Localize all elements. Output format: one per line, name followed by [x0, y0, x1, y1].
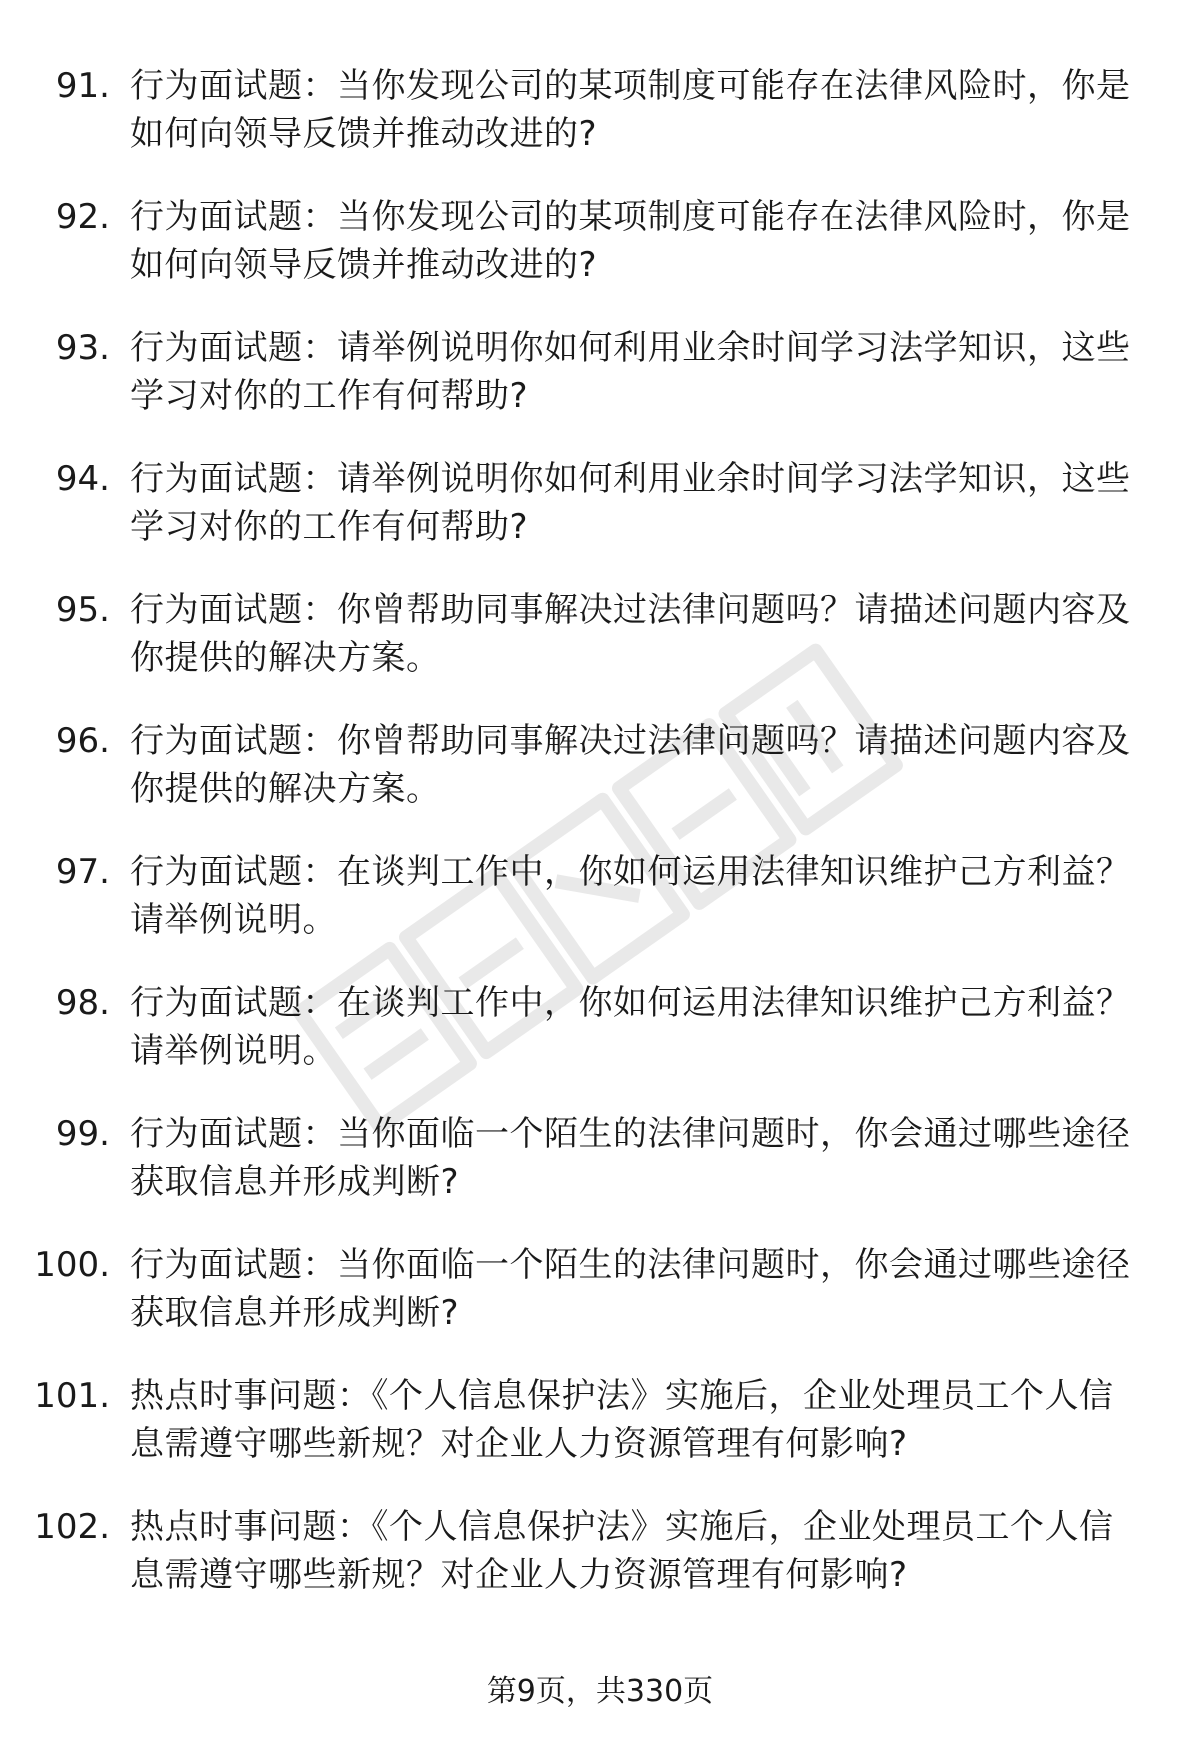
- list-item: [0, 1372, 1200, 1503]
- list-item: [0, 848, 1200, 979]
- list-item: [0, 586, 1200, 717]
- question-number: 101.: [34, 1376, 110, 1416]
- list-item: [0, 455, 1200, 586]
- question-number: 99.: [55, 1114, 110, 1154]
- question-number: 91.: [55, 66, 110, 106]
- question-text: 行为面试题：请举例说明你如何利用业余时间学习法学知识，这些学习对你的工作有何帮助?: [130, 328, 1131, 416]
- question-text: 热点时事问题：《个人信息保护法》实施后，企业处理员工个人信息需遵守哪些新规？对企业人力资源管理有何影响?: [130, 1507, 1114, 1595]
- list-item: [0, 1503, 1200, 1634]
- question-number: 95.: [55, 590, 110, 630]
- question-text: 热点时事问题：《个人信息保护法》实施后，企业处理员工个人信息需遵守哪些新规？对企业人力资源管理有何影响?: [130, 1376, 1114, 1464]
- question-number: 96.: [55, 721, 110, 761]
- question-number: 92.: [55, 197, 110, 237]
- list-item: [0, 717, 1200, 848]
- list-item: [0, 1110, 1200, 1241]
- list-item: [0, 979, 1200, 1110]
- question-text: 行为面试题：请举例说明你如何利用业余时间学习法学知识，这些学习对你的工作有何帮助?: [130, 459, 1131, 547]
- question-text: 行为面试题：当你面临一个陌生的法律问题时，你会通过哪些途径获取信息并形成判断?: [130, 1245, 1131, 1333]
- list-item: [0, 1241, 1200, 1372]
- question-number: 97.: [55, 852, 110, 892]
- list-item: [0, 324, 1200, 455]
- question-number: 102.: [34, 1507, 110, 1547]
- question-number: 94.: [55, 459, 110, 499]
- question-text: 行为面试题：当你发现公司的某项制度可能存在法律风险时，你是如何向领导反馈并推动改进的?: [130, 197, 1131, 285]
- question-text: 行为面试题：在谈判工作中，你如何运用法律知识维护己方利益？请举例说明。: [130, 852, 1131, 940]
- question-text: 行为面试题：当你发现公司的某项制度可能存在法律风险时，你是如何向领导反馈并推动改进的?: [130, 66, 1131, 154]
- question-text: 行为面试题：你曾帮助同事解决过法律问题吗？请描述问题内容及你提供的解决方案。: [130, 590, 1131, 678]
- question-text: 行为面试题：在谈判工作中，你如何运用法律知识维护己方利益？请举例说明。: [130, 983, 1131, 1071]
- question-number: 93.: [55, 328, 110, 368]
- list-item: [0, 62, 1200, 193]
- question-text: 行为面试题：当你面临一个陌生的法律问题时，你会通过哪些途径获取信息并形成判断?: [130, 1114, 1131, 1202]
- page-footer: 第9页，共330页: [486, 1674, 714, 1709]
- question-text: 行为面试题：你曾帮助同事解决过法律问题吗？请描述问题内容及你提供的解决方案。: [130, 721, 1131, 809]
- question-number: 100.: [34, 1245, 110, 1285]
- question-number: 98.: [55, 983, 110, 1023]
- question-list: [0, 62, 1200, 1634]
- list-item: [0, 193, 1200, 324]
